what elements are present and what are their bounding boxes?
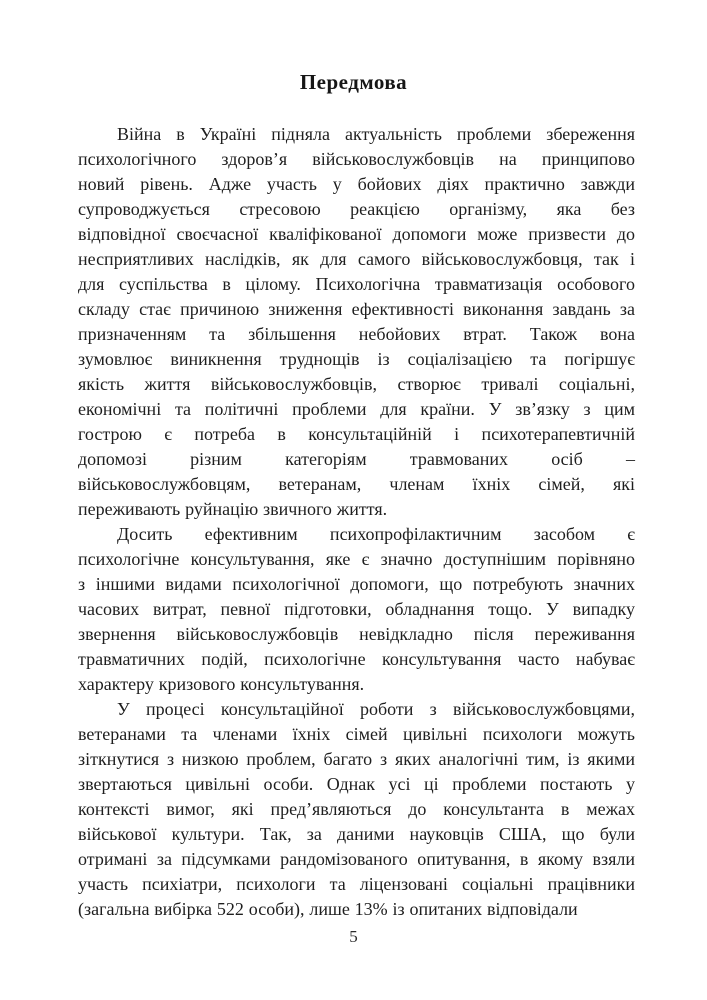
page-title: Передмова bbox=[299, 70, 408, 94]
text-line: військової культури. Так, за даними науковців США, що були bbox=[78, 824, 635, 844]
text-line: характеру кризового консультування. bbox=[78, 674, 365, 694]
paragraph bbox=[78, 697, 635, 922]
paragraph bbox=[78, 522, 635, 697]
text-line: Війна в Україні підняла актуальність проблеми збереження bbox=[117, 124, 635, 144]
text-line: Досить ефективним психопрофілактичним засобом є bbox=[117, 524, 635, 544]
text-line: контексті вимог, які пред’являються до консультанта в межах bbox=[78, 799, 635, 819]
body-text bbox=[78, 122, 635, 922]
text-line: звертаються цивільні особи. Однак усі ці проблеми постають у bbox=[78, 774, 635, 794]
text-line: супроводжується стресовою реакцією організму, яка без bbox=[78, 199, 635, 219]
page-number: 5 bbox=[349, 927, 358, 946]
text-line: відповідної своєчасної кваліфікованої допомоги може призвести до bbox=[78, 224, 635, 244]
text-line: гострою є потреба в консультаційній і психотерапевтичній bbox=[78, 424, 635, 444]
text-line: військовослужбовцям, ветеранам, членам їхніх сімей, які bbox=[78, 474, 635, 494]
text-line: призначенням та збільшення небойових втрат. Також вона bbox=[78, 324, 635, 344]
text-line: несприятливих наслідків, як для самого військовослужбовця, так і bbox=[78, 249, 635, 269]
text-line: для суспільства в цілому. Психологічна травматизація особового bbox=[78, 274, 635, 294]
text-line: новий рівень. Адже участь у бойових діях практично завжди bbox=[78, 174, 635, 194]
text-line: допомозі різним категоріям травмованих осіб – bbox=[78, 449, 635, 469]
text-line: економічні та політичні проблеми для країни. У зв’язку з цим bbox=[78, 399, 635, 419]
paragraph bbox=[78, 122, 635, 522]
text-line: отримані за підсумками рандомізованого опитування, в якому взяли bbox=[78, 849, 635, 869]
text-line: складу стає причиною зниження ефективності виконання завдань за bbox=[78, 299, 635, 319]
text-line: У процесі консультаційної роботи з військовослужбовцями, bbox=[117, 699, 635, 719]
text-line: (загальна вибірка 522 особи), лише 13% із опитаних відповідали bbox=[78, 899, 578, 919]
text-line: психологічного здоров’я військовослужбовців на принципово bbox=[78, 149, 635, 169]
text-line: звернення військовослужбовців невідкладно після переживання bbox=[78, 624, 635, 644]
text-line: переживають руйнацію звичного життя. bbox=[78, 499, 388, 519]
text-line: зумовлює виникнення труднощів із соціалізацією та погіршує bbox=[78, 349, 635, 369]
text-line: ветеранами та членами їхніх сімей цивільні психологи можуть bbox=[78, 724, 635, 744]
text-line: психологічне консультування, яке є значно доступнішим порівняно bbox=[78, 549, 635, 569]
text-line: часових витрат, певної підготовки, обладнання тощо. У випадку bbox=[78, 599, 635, 619]
text-line: участь психіатри, психологи та ліцензовані соціальні працівники bbox=[78, 874, 635, 894]
text-line: травматичних подій, психологічне консультування часто набуває bbox=[78, 649, 635, 669]
text-line: якість життя військовослужбовців, створює тривалі соціальні, bbox=[78, 374, 635, 394]
text-line: з іншими видами психологічної допомоги, що потребують значних bbox=[78, 574, 635, 594]
text-line: зіткнутися з низкою проблем, багато з яких аналогічні тим, із якими bbox=[78, 749, 635, 769]
